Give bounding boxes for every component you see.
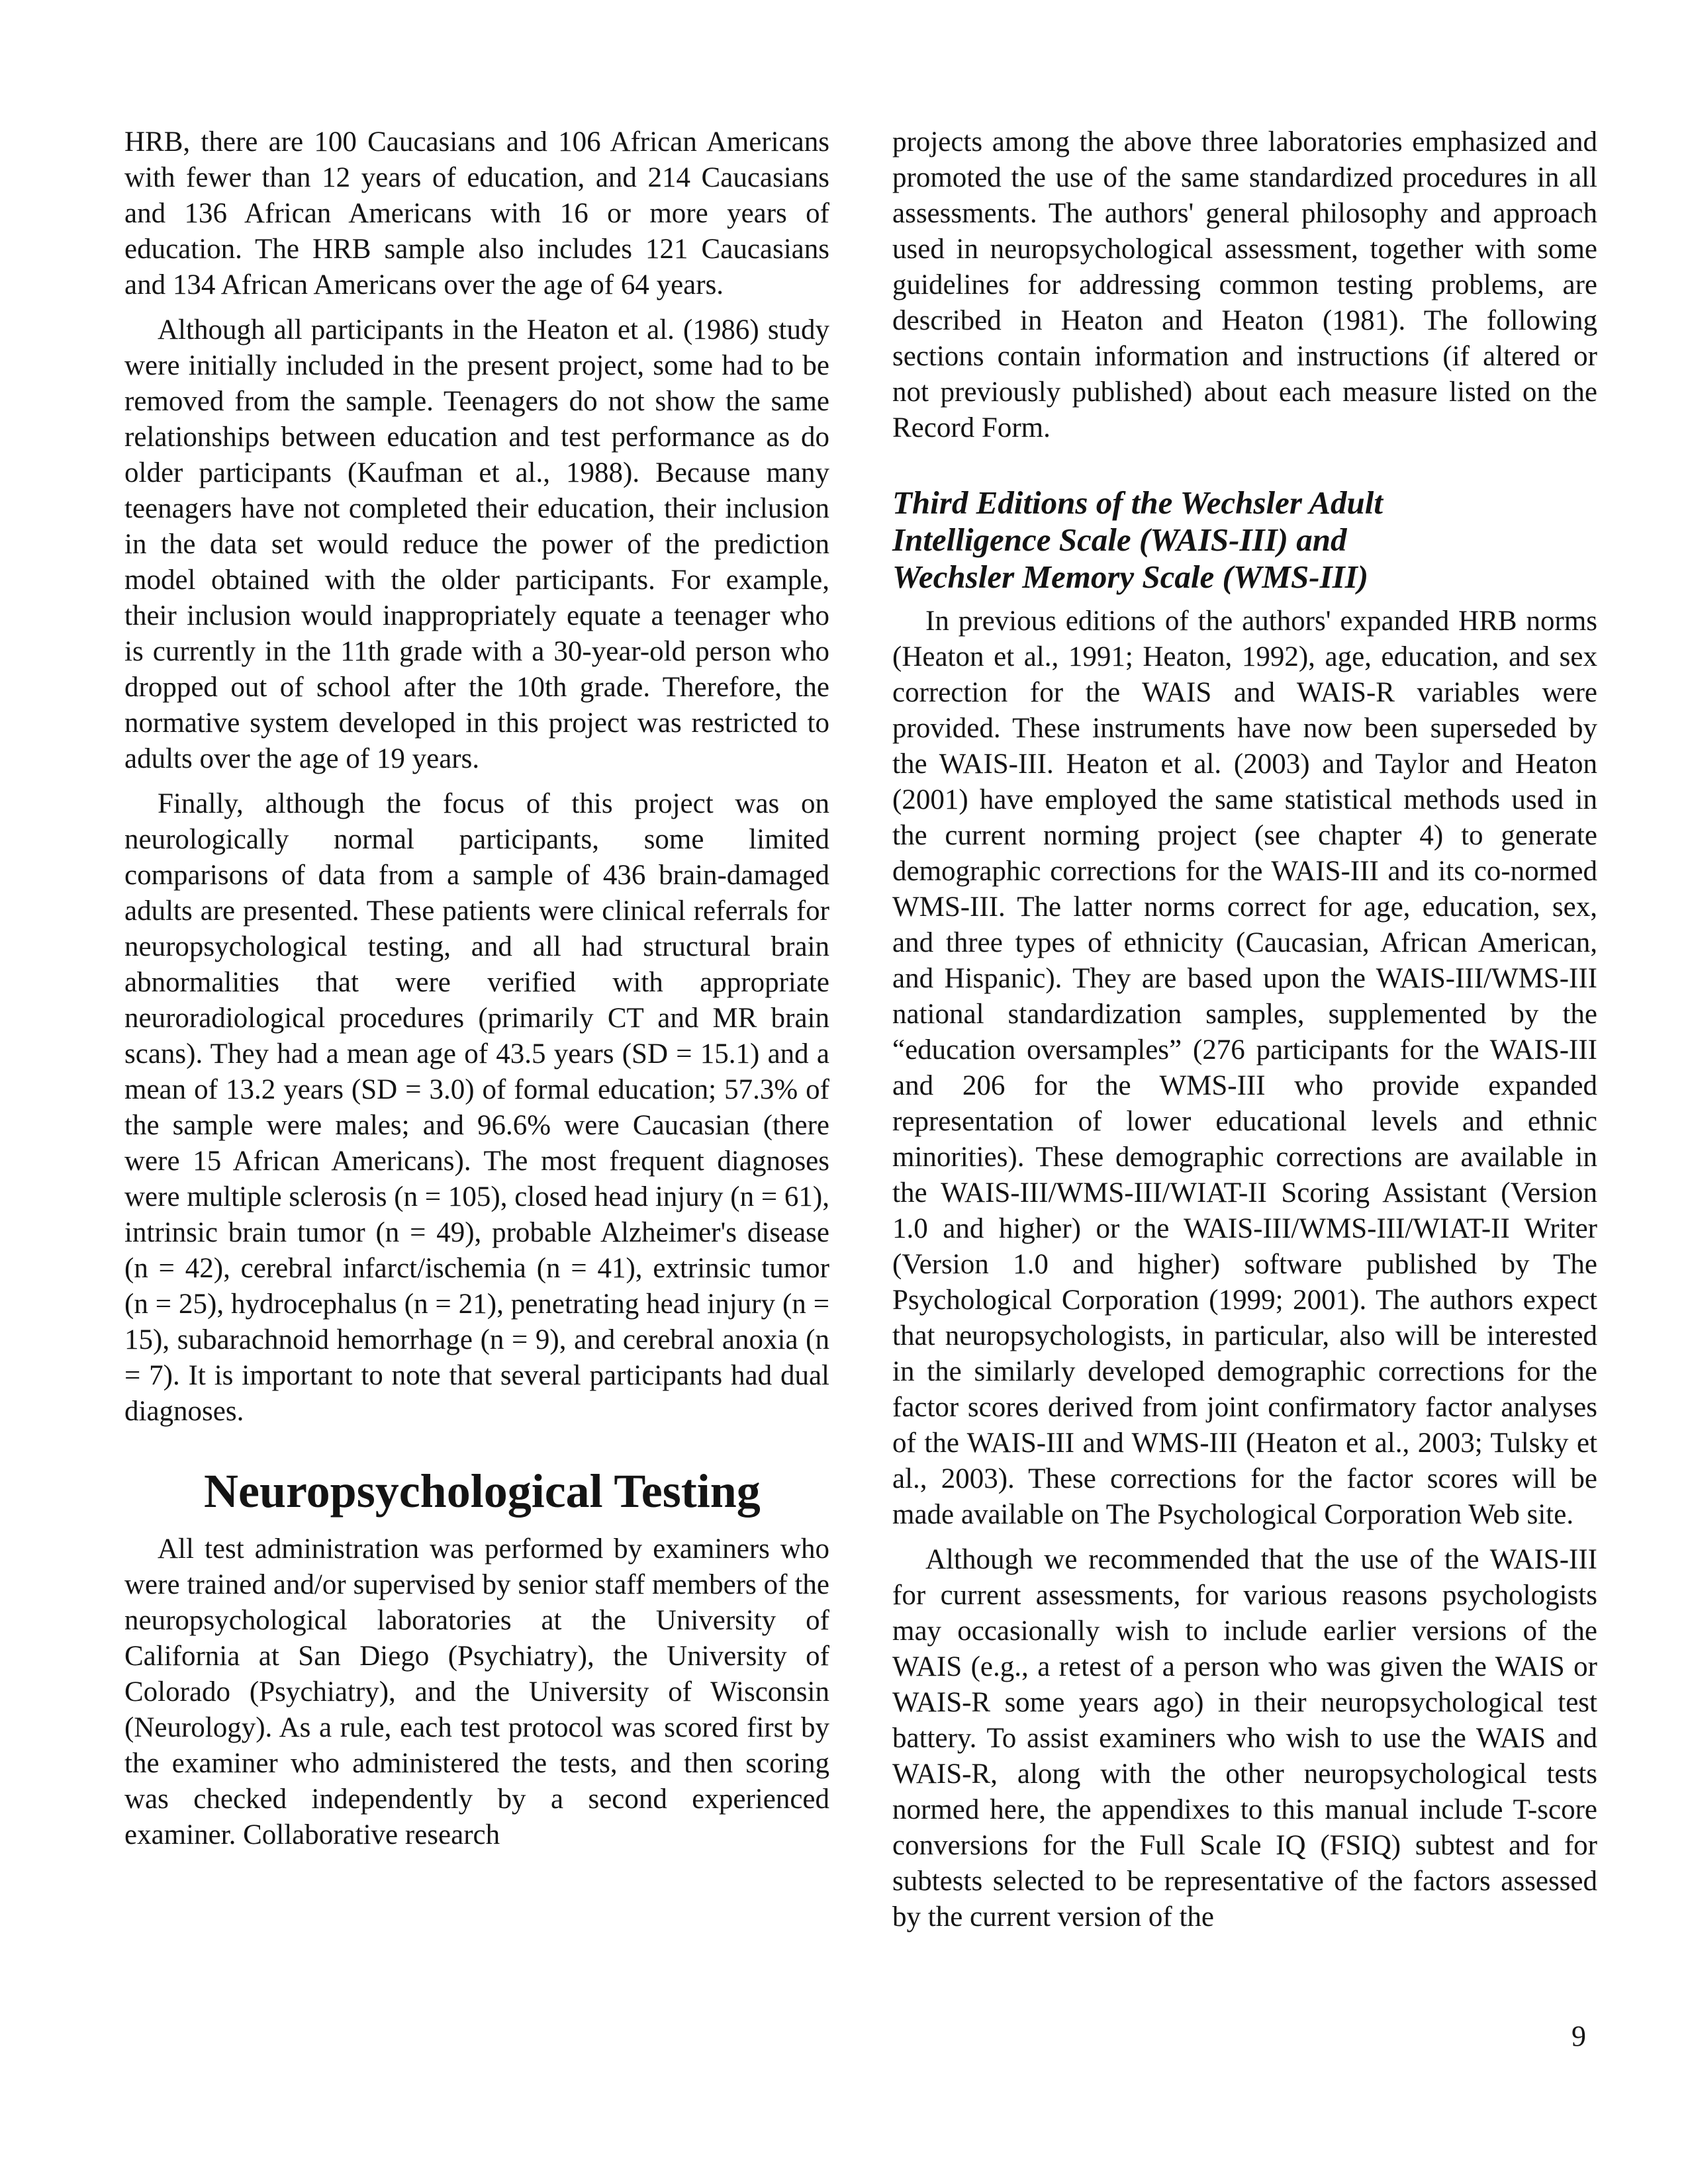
left-paragraph-3: Finally, although the focus of this project was on neurologically normal participants, some limited comparisons of data from a sample of 436 brain-damaged adults are presented. These patients were clinical referrals for neuropsychological testing, and all had structural brain abnormalities that were verified with appropriate neuroradiological procedures (primarily CT and MR brain scans). They had a mean age of 43.5 years (SD = 15.1) and a mean of 13.2 years (SD = 3.0) of formal education; 57.3% of the sample were males; and 96.6% were Caucasian (there were 15 African Americans). The most frequent diagnoses were multiple sclerosis (n = 105), closed head injury (n = 61), intrinsic brain tumor (n = 49), probable Alzheimer's disease (n = 42), cerebral infarct/ischemia (n = 41), extrinsic tumor (n = 25), hydrocephalus (n = 21), penetrating head injury (n = 15), subarachnoid hemorrhage (n = 9), and cerebral anoxia (n = 7). It is important to note that several participants had dual diagnoses. [124, 788, 829, 1427]
left-paragraph-4: All test administration was performed by examiners who were trained and/or supervised by senior staff members of the neuropsychological laboratories at the University of California at San Diego (Psychiatry), the University of Colorado (Psychiatry), and the University of Wisconsin (Neurology). As a rule, each test protocol was scored first by the examiner who administered the tests, and then scoring was checked independently by a second experienced examiner. Collaborative research [124, 1533, 829, 1850]
page-number: 9 [1571, 2020, 1586, 2052]
right-paragraph-1: projects among the above three laboratories emphasized and promoted the use of the same standardized procedures in all assessments. The authors' general philosophy and approach used in neuropsychological assessment, together with some guidelines for addressing common testing problems, are described in Heaton and Heaton (1981). The following sections contain information and instructions (if altered or not previously published) about each measure listed on the Record Form. [892, 126, 1597, 443]
subheading-line-3: Wechsler Memory Scale (WMS-III) [892, 559, 1369, 595]
section-heading-neuropsychological-testing: Neuropsychological Testing [204, 1465, 761, 1518]
right-paragraph-3: Although we recommended that the use of the WAIS-III for current assessments, for various reasons psychologists may occasionally wish to include earlier versions of the WAIS (e.g., a retest of a person who was given the WAIS or WAIS-R some years ago) in their neuropsychological test battery. To assist examiners who wish to use the WAIS and WAIS-R, along with the other neuropsychological tests normed here, the appendixes to this manual include T-score conversions for the Full Scale IQ (FSIQ) subtest and for subtests selected to be representative of the factors assessed by the current version of the [892, 1544, 1597, 1933]
right-column [892, 124, 1597, 1935]
left-paragraph-1: HRB, there are 100 Caucasians and 106 African Americans with fewer than 12 years of education, and 214 Caucasians and 136 African Americans with 16 or more years of education. The HRB sample also includes 121 Caucasians and 134 African Americans over the age of 64 years. [124, 126, 829, 300]
subheading-line-1: Third Editions of the Wechsler Adult [892, 484, 1383, 521]
subheading-line-2: Intelligence Scale (WAIS-III) and [892, 522, 1347, 558]
subheading-wais-wms [892, 484, 1597, 596]
right-paragraph-2: In previous editions of the authors' expanded HRB norms (Heaton et al., 1991; Heaton, 1992), age, education, and sex correction for the WAIS and WAIS-R variables were provided. These instruments have now been superseded by the WAIS-III. Heaton et al. (2003) and Taylor and Heaton (2001) have employed the same statistical methods used in the current norming project (see chapter 4) to generate demographic corrections for the WAIS-III and its co-normed WMS-III. The latter norms correct for age, education, sex, and three types of ethnicity (Caucasian, African American, and Hispanic). They are based upon the WAIS-III/WMS-III national standardization samples, supplemented by the “education oversamples” (276 participants for the WAIS-III and 206 for the WMS-III who provide expanded representation of lower educational levels and ethnic minorities). These demographic corrections are available in the WAIS-III/WMS-III/WIAT-II Scoring Assistant (Version 1.0 and higher) or the WAIS-III/WMS-III/WIAT-II Writer (Version 1.0 and higher) software published by The Psychological Corporation (1999; 2001). The authors expect that neuropsychologists, in particular, also will be interested in the similarly developed demographic corrections for the factor scores derived from joint confirmatory factor analyses of the WAIS-III and WMS-III (Heaton et al., 2003; Tulsky et al., 2003). These corrections for the factor scores will be made available on The Psychological Corporation Web site. [892, 606, 1597, 1530]
left-paragraph-2: Although all participants in the Heaton et al. (1986) study were initially included in the present project, some had to be removed from the sample. Teenagers do not show the same relationships between education and test performance as do older participants (Kaufman et al., 1988). Because many teenagers have not completed their education, their inclusion in the data set would reduce the power of the prediction model obtained with the older participants. For example, their inclusion would inappropriately equate a teenager who is currently in the 11th grade with a 30-year-old person who dropped out of school after the 10th grade. Therefore, the normative system developed in this project was restricted to adults over the age of 19 years. [124, 314, 829, 774]
left-column [124, 124, 829, 1853]
